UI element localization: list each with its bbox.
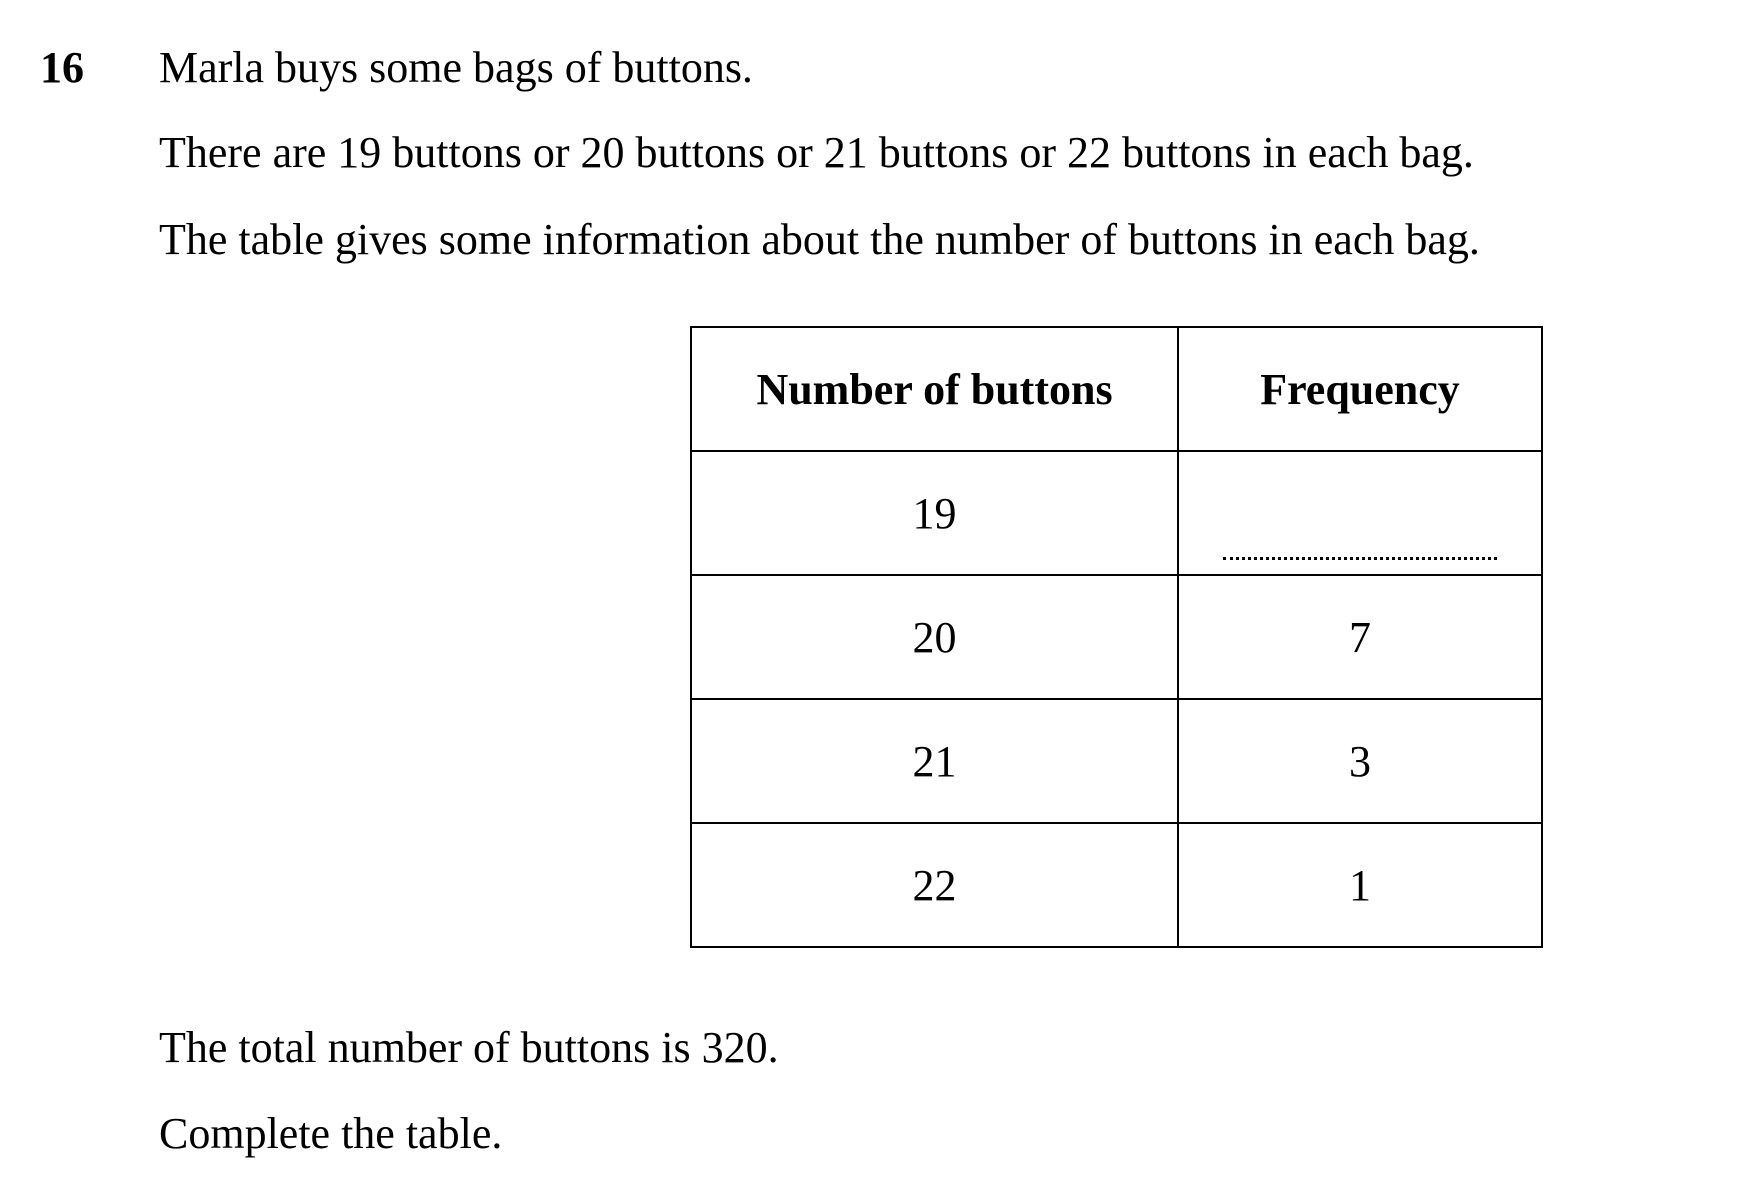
cell-frequency: 7	[1178, 575, 1542, 699]
header-frequency: Frequency	[1178, 327, 1542, 451]
table-row	[691, 575, 1542, 699]
answer-dotted-line	[1223, 557, 1497, 560]
cell-frequency: 3	[1178, 699, 1542, 823]
frequency-table	[690, 326, 1543, 948]
question-text-line-4: The total number of buttons is 320.	[159, 1023, 779, 1072]
question-text-line-3: The table gives some information about the number of buttons in each bag.	[159, 215, 1480, 264]
cell-buttons: 20	[691, 575, 1178, 699]
table-row	[691, 699, 1542, 823]
cell-frequency: 1	[1178, 823, 1542, 947]
question-text-line-1: Marla buys some bags of buttons.	[159, 43, 753, 92]
question-text-line-2: There are 19 buttons or 20 buttons or 21 buttons or 22 buttons in each bag.	[159, 128, 1474, 177]
table-row	[691, 823, 1542, 947]
table-row	[691, 451, 1542, 575]
question-text-line-5: Complete the table.	[159, 1109, 503, 1158]
cell-buttons: 21	[691, 699, 1178, 823]
question-number: 16	[40, 43, 84, 92]
answer-cell-frequency[interactable]	[1178, 451, 1542, 575]
table-header-row	[691, 327, 1542, 451]
cell-buttons: 22	[691, 823, 1178, 947]
cell-buttons: 19	[691, 451, 1178, 575]
header-number-of-buttons: Number of buttons	[691, 327, 1178, 451]
